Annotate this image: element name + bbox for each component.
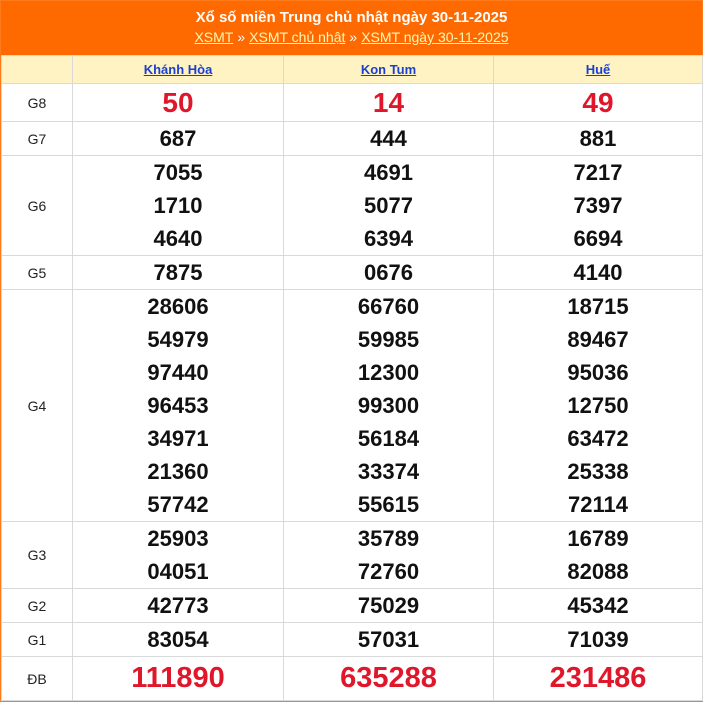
result-cell (494, 522, 703, 589)
result-number: 4640 (153, 226, 203, 251)
special-result-number: 111890 (131, 662, 225, 694)
result-number: 75029 (357, 593, 420, 618)
result-number: 99300 (357, 393, 420, 418)
result-cell (73, 290, 284, 522)
result-cell (494, 156, 703, 256)
result-cell (73, 657, 284, 701)
result-number: 95036 (567, 360, 629, 385)
result-cell (73, 156, 284, 256)
result-number: 25903 (147, 526, 209, 551)
result-cell (494, 256, 703, 290)
result-number: 50 (162, 87, 194, 118)
result-number: 83054 (147, 627, 209, 652)
breadcrumb-link-xsmt[interactable]: XSMT (194, 29, 234, 45)
result-number: 35789 (357, 526, 420, 551)
result-number: 34971 (147, 426, 209, 451)
results-table (1, 55, 703, 701)
result-number: 49 (582, 87, 614, 118)
prize-label: G4 (2, 290, 73, 522)
result-number: 444 (370, 126, 407, 151)
result-number: 16789 (567, 526, 629, 551)
result-cell (73, 623, 284, 657)
result-number: 14 (372, 87, 405, 118)
result-number: 42773 (147, 593, 209, 618)
result-number: 72760 (357, 559, 420, 584)
result-number: 89467 (567, 327, 629, 352)
prize-row-g1 (2, 623, 703, 657)
result-number: 63472 (567, 426, 629, 451)
prize-row-g7 (2, 122, 703, 156)
prize-label: G1 (2, 623, 73, 657)
result-cell (284, 122, 494, 156)
result-number: 12300 (357, 360, 420, 385)
result-cell (284, 589, 494, 623)
result-number: 55615 (357, 492, 420, 517)
result-number: 7217 (573, 160, 623, 185)
result-number: 18715 (567, 294, 629, 319)
prize-label: G6 (2, 156, 73, 256)
result-number: 28606 (147, 294, 209, 319)
special-result-number: 231486 (549, 662, 647, 694)
result-number: 4691 (364, 160, 413, 185)
column-header-hue (494, 56, 703, 84)
result-number: 21360 (147, 459, 209, 484)
result-cell (284, 290, 494, 522)
result-number: 4140 (573, 260, 623, 285)
result-cell (73, 522, 284, 589)
result-cell (284, 623, 494, 657)
prize-label: G7 (2, 122, 73, 156)
result-number: 45342 (567, 593, 629, 618)
result-cell (284, 256, 494, 290)
result-cell (284, 84, 494, 122)
result-number: 57031 (357, 627, 420, 652)
result-number: 04051 (147, 559, 209, 584)
result-number: 12750 (567, 393, 629, 418)
result-number: 57742 (147, 492, 209, 517)
page-title: Xổ số miền Trung chủ nhật ngày 30-11-2025 (195, 9, 508, 26)
result-number: 66760 (357, 294, 420, 319)
result-cell (73, 589, 284, 623)
result-cell (494, 290, 703, 522)
prize-row-g4 (2, 290, 703, 522)
result-number: 71039 (567, 627, 629, 652)
result-cell (284, 657, 494, 701)
result-number: 56184 (357, 426, 420, 451)
result-cell (494, 122, 703, 156)
result-cell (284, 522, 494, 589)
result-number: 5077 (364, 193, 413, 218)
prize-column-header (2, 56, 73, 84)
province-link-hue[interactable]: Huế (585, 62, 611, 77)
province-link-kon-tum[interactable]: Kon Tum (360, 62, 417, 77)
prize-label: G2 (2, 589, 73, 623)
breadcrumb-separator: » (237, 29, 246, 45)
prize-row-g3 (2, 522, 703, 589)
result-cell (284, 156, 494, 256)
result-cell (494, 84, 703, 122)
prize-label: G5 (2, 256, 73, 290)
results-header (1, 1, 702, 55)
result-number: 25338 (567, 459, 629, 484)
result-cell (73, 84, 284, 122)
result-number: 6694 (573, 226, 623, 251)
result-number: 881 (579, 126, 617, 151)
prize-row-g2 (2, 589, 703, 623)
result-number: 7397 (573, 193, 623, 218)
prize-row-g5 (2, 256, 703, 290)
result-number: 687 (159, 126, 197, 151)
result-number: 72114 (568, 492, 628, 517)
result-number: 7055 (153, 160, 203, 185)
result-number: 82088 (567, 559, 629, 584)
result-cell (73, 122, 284, 156)
prize-label: G8 (2, 84, 73, 122)
result-number: 6394 (364, 226, 413, 251)
column-header-khanh-hoa (73, 56, 284, 84)
result-cell (494, 623, 703, 657)
result-cell (494, 589, 703, 623)
prize-row-g8 (2, 84, 703, 122)
breadcrumb (1, 28, 702, 47)
result-cell (494, 657, 703, 701)
result-number: 96453 (147, 393, 209, 418)
column-header-kon-tum (284, 56, 494, 84)
result-number: 54979 (147, 327, 209, 352)
special-result-number: 635288 (340, 662, 437, 694)
prize-label: G3 (2, 522, 73, 589)
result-number: 1710 (153, 193, 203, 218)
result-number: 59985 (357, 327, 420, 352)
breadcrumb-link-xsmt-date[interactable]: XSMT ngày 30-11-2025 (361, 29, 509, 45)
result-number: 7875 (153, 260, 203, 285)
breadcrumb-separator: » (349, 29, 358, 45)
prize-row-special (2, 657, 703, 701)
result-number: 33374 (357, 459, 420, 484)
breadcrumb-link-xsmt-sunday[interactable]: XSMT chủ nhật (249, 29, 346, 45)
result-cell (73, 256, 284, 290)
result-number: 0676 (364, 260, 413, 285)
result-number: 97440 (147, 360, 209, 385)
prize-row-g6 (2, 156, 703, 256)
province-link-khanh-hoa[interactable]: Khánh Hòa (143, 62, 213, 77)
column-header-row (2, 56, 703, 84)
prize-label: ĐB (2, 657, 73, 701)
